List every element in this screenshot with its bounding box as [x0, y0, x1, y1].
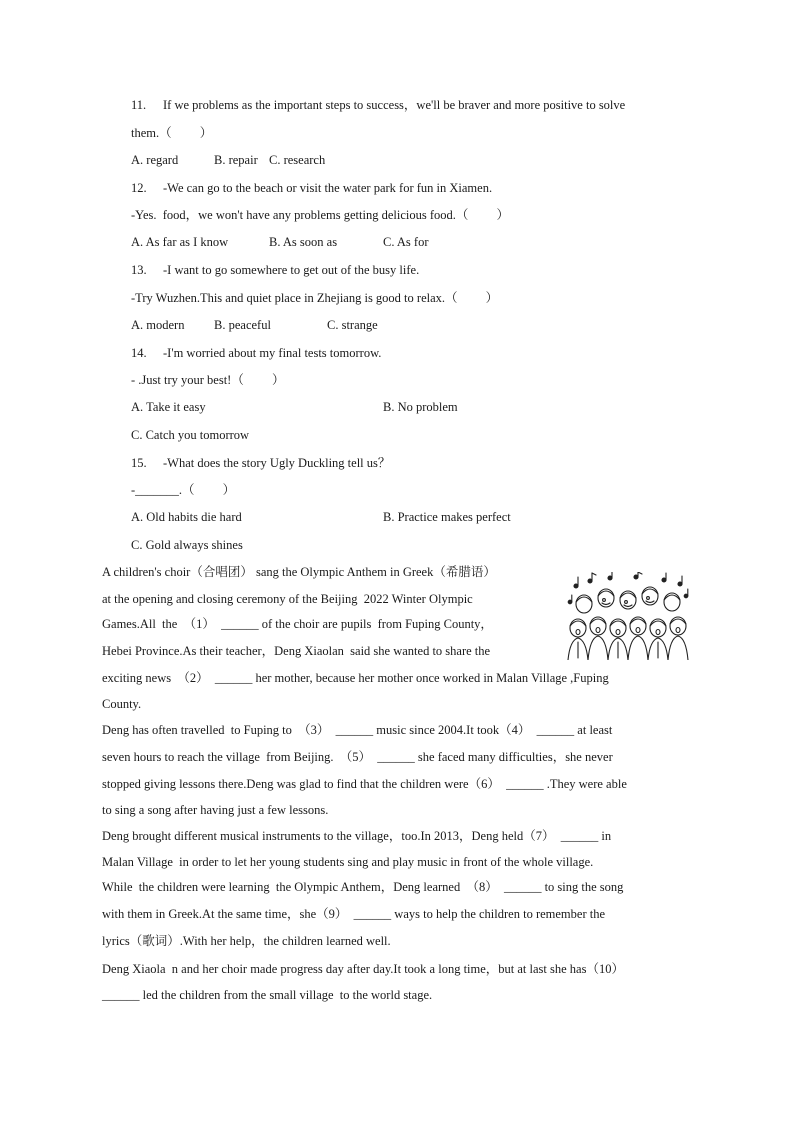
option-15-b[interactable]: [383, 509, 511, 525]
option-letter: A.: [131, 510, 144, 524]
question-14-stem-line2: - .Just try your best!（ ）: [131, 373, 285, 387]
choir-children-back-row: [576, 587, 680, 613]
option-text: strange: [341, 318, 378, 332]
question-11-stem-line2: them.（ ）: [131, 126, 213, 140]
option-12-b[interactable]: [269, 234, 337, 250]
option-text: Gold always shines: [145, 538, 243, 552]
passage-line: Deng has often travelled to Fuping to （3） ______ music since 2004.It took（4） ______ at least: [102, 723, 613, 737]
option-14-a[interactable]: [131, 399, 206, 415]
option-letter: B.: [214, 153, 226, 167]
passage-line: Malan Village in order to let her young students sing and play music in front of the whole village.: [102, 855, 594, 869]
question-15-stem-line2: -_______.（ ）: [131, 483, 236, 497]
option-15-c[interactable]: [131, 537, 243, 553]
option-text: regard: [146, 153, 179, 167]
passage-line: with them in Greek.At the same time，she（9） ______ ways to help the children to remember the: [102, 907, 606, 921]
passage-line: to sing a song after having just a few lessons.: [102, 803, 329, 817]
option-letter: A.: [131, 235, 144, 249]
option-13-a[interactable]: [131, 317, 184, 333]
option-text: modern: [146, 318, 185, 332]
option-letter: A.: [131, 400, 144, 414]
option-text: Catch you tomorrow: [145, 428, 250, 442]
option-11-c[interactable]: [269, 152, 325, 168]
passage-line: seven hours to reach the village from Beijing. （5） ______ she faced many difficulties，she never: [102, 750, 613, 764]
option-letter: C.: [131, 428, 143, 442]
option-text: As far as I know: [145, 235, 229, 249]
option-text: Practice makes perfect: [397, 510, 511, 524]
choir-illustration: [566, 572, 692, 660]
question-13-stem: -I want to go somewhere to get out of the busy life.: [163, 263, 420, 277]
option-letter: C.: [383, 235, 395, 249]
passage-line: Deng brought different musical instruments to the village，too.In 2013，Deng held（7） ______ in: [102, 829, 612, 843]
option-12-a[interactable]: [131, 234, 228, 250]
choir-children-front-row: [568, 617, 688, 660]
option-text: research: [283, 153, 326, 167]
question-12-stem: -We can go to the beach or visit the water park for fun in Xiamen.: [163, 181, 493, 195]
question-11-number: 11.: [131, 98, 147, 112]
option-letter: B.: [269, 235, 281, 249]
passage-line: County.: [102, 697, 142, 711]
option-11-b[interactable]: [214, 152, 258, 168]
option-13-b[interactable]: [214, 317, 271, 333]
passage-line: Games.All the （1） ______ of the choir are pupils from Fuping County，: [102, 617, 493, 631]
option-letter: B.: [383, 510, 395, 524]
music-notes-icon: [568, 572, 688, 604]
passage-line: While the children were learning the Olympic Anthem，Deng learned （8） ______ to sing the song: [102, 880, 624, 894]
passage-line: Deng Xiaola n and her choir made progress day after day.It took a long time，but at last she has（10）: [102, 962, 624, 976]
question-14-number: 14.: [131, 346, 147, 360]
passage-line: lyrics（歌词）.With her help，the children learned well.: [102, 934, 391, 948]
option-15-a[interactable]: [131, 509, 242, 525]
option-text: Old habits die hard: [146, 510, 242, 524]
option-text: peaceful: [228, 318, 271, 332]
option-letter: A.: [131, 153, 144, 167]
passage-line: at the opening and closing ceremony of the Beijing 2022 Winter Olympic: [102, 592, 473, 606]
option-letter: A.: [131, 318, 144, 332]
question-11-stem: If we problems as the important steps to success，we'll be braver and more positive to solve: [163, 98, 626, 112]
passage-line: stopped giving lessons there.Deng was glad to find that the children were（6） ______ .They were able: [102, 777, 627, 791]
option-text: As for: [396, 235, 429, 249]
question-13-number: 13.: [131, 263, 147, 277]
passage-line: A children's choir（合唱团） sang the Olympic Anthem in Greek（希腊语）: [102, 565, 496, 579]
option-letter: C.: [269, 153, 281, 167]
option-text: Take it easy: [146, 400, 206, 414]
question-15-stem: -What does the story Ugly Duckling tell us？: [163, 456, 391, 470]
option-text: repair: [228, 153, 258, 167]
passage-line: exciting news （2） ______ her mother, because her mother once worked in Malan Village ,Fuping: [102, 671, 609, 685]
passage-line: Hebei Province.As their teacher，Deng Xiaolan said she wanted to share the: [102, 644, 491, 658]
option-letter: B.: [383, 400, 395, 414]
question-13-stem-line2: -Try Wuzhen.This and quiet place in Zhejiang is good to relax.（ ）: [131, 291, 499, 305]
option-12-c[interactable]: [383, 234, 429, 250]
option-letter: C.: [131, 538, 143, 552]
option-letter: B.: [214, 318, 226, 332]
option-text: As soon as: [282, 235, 338, 249]
question-12-stem-line2: -Yes. food，we won't have any problems getting delicious food.（ ）: [131, 208, 510, 222]
question-14-stem: -I'm worried about my final tests tomorrow.: [163, 346, 382, 360]
question-12-number: 12.: [131, 181, 147, 195]
option-text: No problem: [397, 400, 458, 414]
option-13-c[interactable]: [327, 317, 378, 333]
option-11-a[interactable]: [131, 152, 178, 168]
passage-line: ______ led the children from the small village to the world stage.: [102, 988, 433, 1002]
option-letter: C.: [327, 318, 339, 332]
question-15-number: 15.: [131, 456, 147, 470]
option-14-c[interactable]: [131, 427, 249, 443]
option-14-b[interactable]: [383, 399, 458, 415]
